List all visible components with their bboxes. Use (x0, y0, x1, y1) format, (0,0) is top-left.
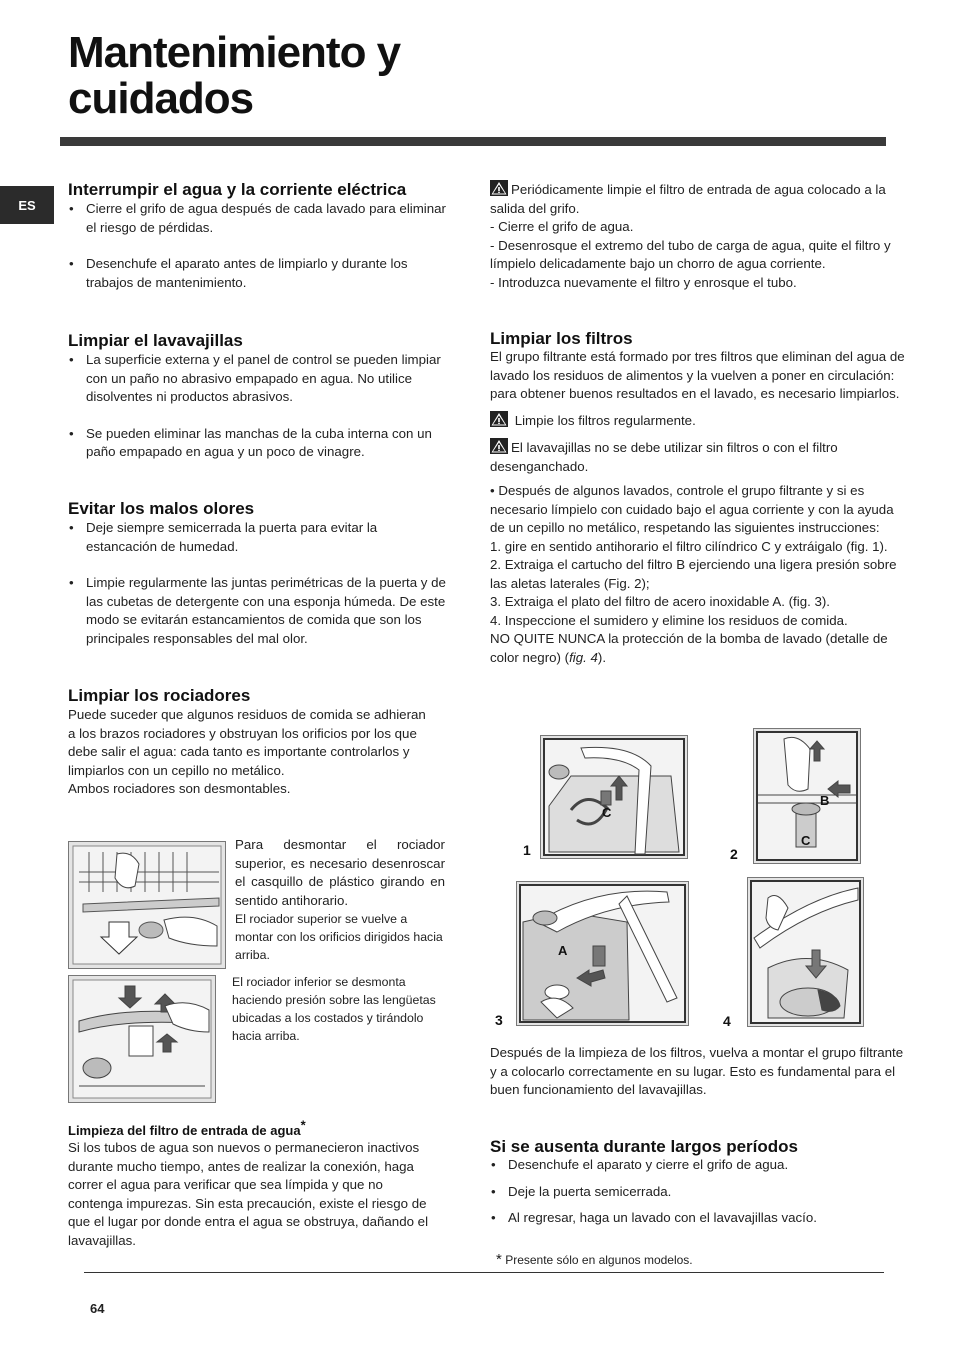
step: 4. Inspeccione el sumidero y elimine los residuos de comida. (490, 612, 848, 628)
figure-number-1: 1 (523, 842, 531, 858)
footnote (496, 1251, 693, 1268)
warning-icon (490, 411, 508, 427)
instruction-line: - Introduzca nuevamente el filtro y enrosque el tubo. (490, 274, 797, 290)
footnote-text: Presente sólo en algunos modelos. (505, 1253, 693, 1267)
step: 3. Extraiga el plato del filtro de acero inoxidable A. (fig. 3). (490, 594, 830, 609)
section-heading: Limpiar los filtros (490, 329, 633, 348)
filter-figure-3 (516, 881, 689, 1026)
section-after-filters (490, 1044, 910, 1100)
warning-icon (490, 180, 508, 196)
page-title-line2: cuidados (68, 74, 254, 123)
section-clean-dishwasher (68, 331, 446, 462)
section-heading: Evitar los malos olores (68, 499, 255, 518)
section-filters (490, 329, 910, 667)
figure-number-4: 4 (723, 1013, 731, 1029)
list-item: • Desenchufe el aparato antes de limpiarlo y durante los trabajos de mantenimiento. (68, 255, 446, 292)
section-away (490, 1137, 910, 1228)
page-title-line1: Mantenimiento y (68, 28, 401, 77)
list-item: • Deje la puerta semicerrada. (490, 1183, 910, 1202)
warning-text: Periódicamente limpie el filtro de entrada de agua colocado a la salida del grifo. (490, 182, 886, 216)
page-title (68, 30, 400, 122)
list-item: • Deje siempre semicerrada la puerta para evitar la estancación de humedad. (68, 519, 446, 556)
list-item: • Cierre el grifo de agua después de cada lavado para eliminar el riesgo de pérdidas. (68, 200, 446, 237)
warning-text: Limpie los filtros regularmente. (514, 412, 696, 428)
footnote-marker: * (496, 1251, 502, 1268)
instruction-line: - Desenrosque el extremo del tubo de carga de agua, quite el filtro y límpielo delicadamente bajo un chorro de agua corriente. (490, 237, 891, 271)
section-heading: Limpiar el lavavajillas (68, 331, 243, 350)
paragraph: Si los tubos de agua son nuevos o permanecieron inactivos durante mucho tiempo, antes de realizar la conexión, haga correr el agua para verificar que sea límpida y que no contenga impurezas. Sin esta precaución, existe el riesgo de que el lugar por donde entra el agua se obstruya, dañando el lavavajillas. (68, 1140, 429, 1248)
step: 2. Extraiga el cartucho del filtro B ejerciendo una ligera presión sobre las aletas laterales (Fig. 2); (490, 557, 897, 591)
title-divider (60, 137, 886, 146)
section-heading: Si se ausenta durante largos períodos (490, 1137, 798, 1156)
footer-divider (84, 1272, 884, 1273)
filter-label-c: C (801, 833, 811, 848)
list-item: • Al regresar, haga un lavado con el lavavajillas vacío. (490, 1209, 910, 1228)
list-item: • Desenchufe el aparato y cierre el grifo de agua. (490, 1156, 910, 1175)
paragraph: Ambos rociadores son desmontables. (68, 781, 291, 796)
filter-label-c: C (602, 805, 612, 820)
section-spray-arms (68, 686, 430, 799)
warning-icon (490, 438, 508, 454)
section-water-power (68, 180, 446, 292)
figure-number-2: 2 (730, 846, 738, 862)
filter-figure-4 (747, 877, 864, 1027)
filter-figure-2 (753, 728, 861, 864)
language-tab: ES (0, 186, 54, 224)
section-heading: Limpieza del filtro de entrada de agua (68, 1123, 301, 1138)
lower-spray-arm-figure (68, 975, 216, 1103)
filter-label-a: A (558, 943, 568, 958)
footnote-marker: * (300, 1117, 306, 1133)
paragraph: Puede suceder que algunos residuos de comida se adhieran a los brazos rociadores y obstruyan los orificios por los que debe salir el agua: cada tanto es importante controlarlos y limpiarlos con un cepillo no metálico. (68, 707, 426, 778)
instruction-line: - Cierre el grifo de agua. (490, 219, 634, 234)
step: 1. gire en sentido antihorario el filtro cilíndrico C y extráigalo (fig. 1). (490, 538, 888, 554)
upper-spray-arm-caption-a: Para desmontar el rociador superior, es necesario desenroscar el casquillo de plástico girando en sentido antihorario. (235, 837, 445, 908)
section-odors (68, 499, 446, 648)
list-item: • La superficie externa y el panel de control se pueden limpiar con un paño no abrasivo empapado en agua. No utilice disolventes ni productos abrasivos. (68, 351, 446, 407)
list-item: • Se pueden eliminar las manchas de la cuba interna con un paño empapado en agua y un poco de vinagre. (68, 425, 446, 462)
filter-label-b: B (820, 793, 830, 808)
list-item: • Limpie regularmente las juntas perimétricas de la puerta y de las cubetas de detergente con una esponja húmeda. De este modo se evitarán estancamientos de comida que son los principales responsables del mal olor. (68, 574, 446, 648)
section-inlet-filter (68, 1117, 440, 1250)
upper-spray-arm-caption-b: El rociador superior se vuelve a montar con los orificios dirigidos hacia arriba. (235, 912, 443, 962)
section-inlet-intro (490, 180, 910, 292)
upper-spray-arm-figure (68, 841, 226, 969)
lower-spray-arm-caption: El rociador inferior se desmonta haciendo presión sobre las lengüetas ubicadas a los costados y tirándolo hacia arriba. (232, 975, 436, 1043)
warning-text: El lavavajillas no se debe utilizar sin filtros o con el filtro desenganchado. (490, 440, 838, 474)
paragraph: El grupo filtrante está formado por tres filtros que eliminan del agua de lavado los residuos de alimentos y la vuelven a poner en circulación: para obtener buenos resultados en el lavado, es necesario limpiarlos. (490, 349, 905, 401)
paragraph: • Después de algunos lavados, controle el grupo filtrante y si es necesario límpielo con cuidado bajo el agua corriente y con la ayuda de un cepillo no metálico, respetando las siguientes instrucciones: (490, 483, 894, 535)
page-number: 64 (90, 1301, 105, 1316)
section-heading: Interrumpir el agua y la corriente eléctrica (68, 180, 407, 199)
note: NO QUITE NUNCA la protección de la bomba de lavado (detalle de color negro) (fig. 4). (490, 631, 888, 665)
paragraph: Después de la limpieza de los filtros, vuelva a montar el grupo filtrante y a colocarlo correctamente en su lugar. Esto es fundamental para el buen funcionamiento del lavavajillas. (490, 1045, 904, 1097)
figure-number-3: 3 (495, 1012, 503, 1028)
filter-figure-1 (540, 735, 688, 859)
section-heading: Limpiar los rociadores (68, 686, 251, 705)
